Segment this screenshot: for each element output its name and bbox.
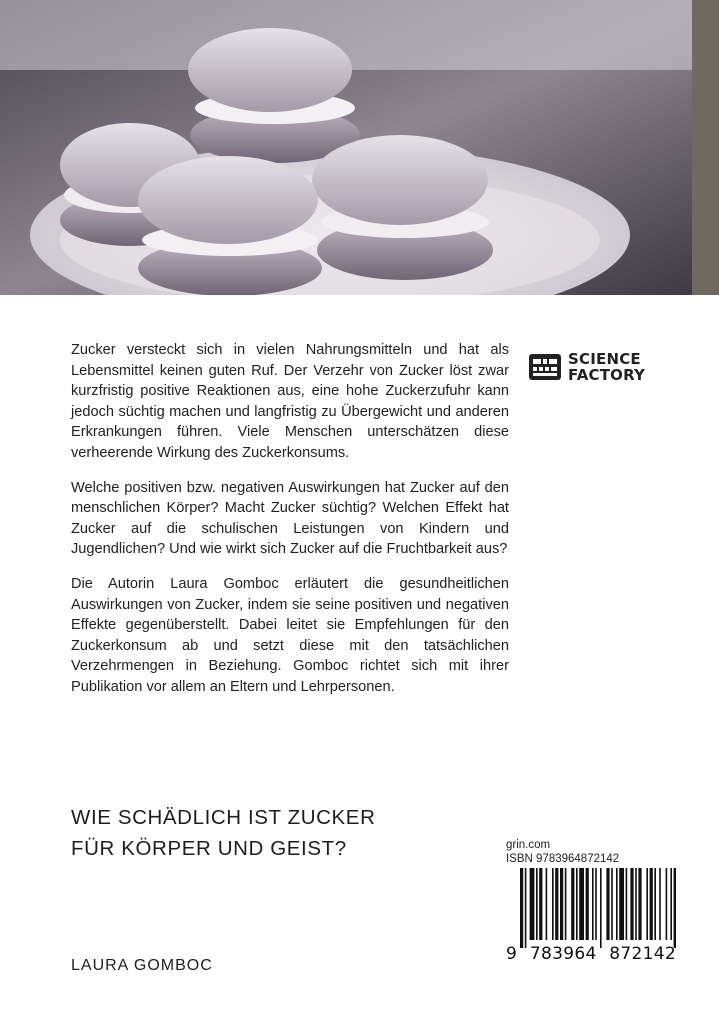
isbn-label: ISBN 9783964872142 [506, 853, 620, 865]
barcode-digit-group-2: 872142 [609, 944, 676, 964]
logo-line-1: SCIENCE [568, 350, 641, 368]
barcode-digits [506, 944, 676, 964]
back-cover-blurb [71, 340, 509, 712]
factory-icon [528, 350, 562, 384]
blurb-paragraph-1: Zucker versteckt sich in vielen Nahrungsmitteln und hat als Lebensmittel keinen guten Ruf. Der Verzehr von Zucker löst zwar kurzfristig positive Reaktionen aus, eine hohe Zuckerzufuhr kann jedoch süchtig machen und langfristig zu Übergewicht und anderen Erkrankungen führen. Viele Menschen unterschätzen diese verheerende Wirkung des Zuckerkonsums. [71, 342, 509, 461]
title-line-2: FÜR KÖRPER UND GEIST? [71, 837, 347, 860]
blurb-paragraph-3: Die Autorin Laura Gomboc erläutert die gesundheitlichen Auswirkungen von Zucker, indem sie seine positiven und negativen Effekte gegenüberstellt. Dabei leitet sie Empfehlungen für den Zuckerkonsum ab und setzt diese mit den tatsächlichen Verzehrmengen in Beziehung. Gomboc richtet sich mit ihrer Publikation vor allem an Eltern und Lehrpersonen. [71, 575, 509, 695]
barcode-icon [506, 868, 676, 948]
publisher-site: grin.com [506, 839, 551, 851]
blurb-paragraph-2: Welche positiven bzw. negativen Auswirkungen hat Zucker auf den menschlichen Körper? Macht Zucker süchtig? Welchen Effekt hat Zucker auf die schulischen Leistungen von Kindern und Jugendlichen? Und wie wirkt sich Zucker auf die Fruchtbarkeit aus? [71, 479, 509, 558]
science-factory-logo [528, 347, 678, 387]
logo-line-2: FACTORY [568, 366, 646, 384]
isbn-barcode-block [506, 838, 676, 968]
author-name: LAURA GOMBOC [71, 957, 213, 974]
barcode-digit-first: 9 [506, 944, 518, 964]
barcode-digit-group-1: 783964 [529, 944, 597, 964]
macaron-photo [0, 0, 719, 295]
book-title [71, 802, 375, 864]
title-line-1: WIE SCHÄDLICH IST ZUCKER [71, 806, 376, 829]
